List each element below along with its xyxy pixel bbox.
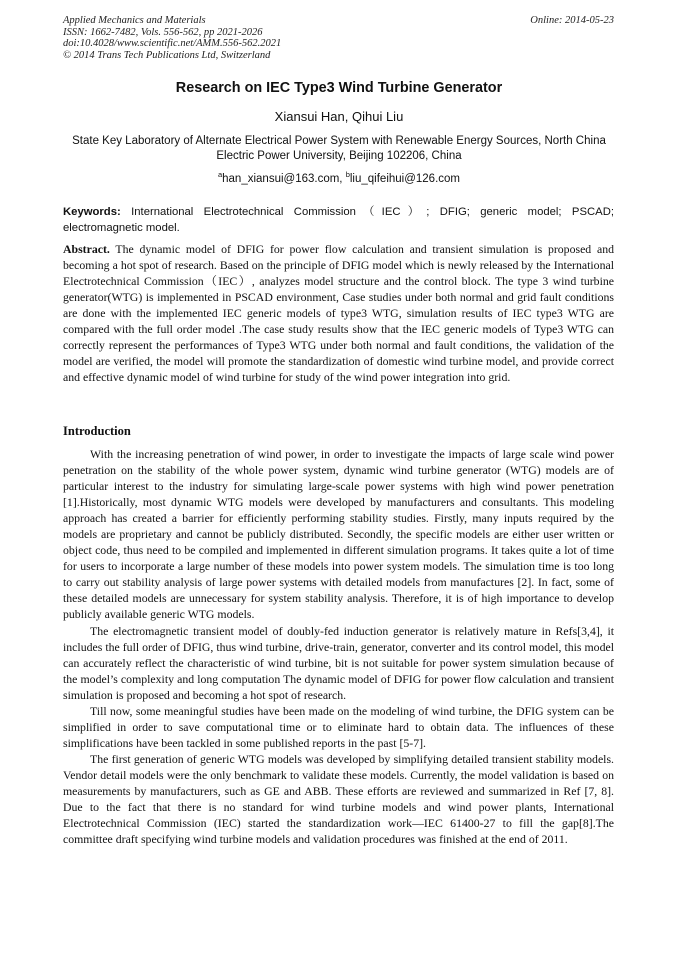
abstract bbox=[63, 241, 614, 385]
keywords bbox=[63, 205, 614, 236]
paper-title: Research on IEC Type3 Wind Turbine Generator bbox=[175, 80, 503, 96]
keywords-text: International Electrotechnical Commission（IEC）; DFIG; generic model; PSCAD; electromagnetic model. bbox=[63, 206, 614, 234]
paper-authors: Xiansui Han, Qihui Liu bbox=[274, 109, 404, 124]
email-a[interactable]: han_xiansui@163.com, bbox=[222, 172, 346, 185]
intro-paragraph: The electromagnetic transient model of doubly-fed induction generator is relatively mature in Refs[3,4], it includes the full order of DFIG, thus wind turbine, drive-train, generator, converter and its control model, this model can accurately reflect the characteristic of wind turbine, bit is not suitable for power system simulation because of the model’s complexity and long computation The dynamic model of DFIG for power flow calculation and transient simulation is proposed and becoming a hot spot of research. bbox=[63, 623, 614, 702]
introduction-heading: Introduction bbox=[63, 424, 131, 438]
online-date: Online: 2014-05-23 bbox=[530, 15, 614, 26]
email-a-mark: a bbox=[217, 170, 223, 179]
journal-header bbox=[63, 15, 281, 61]
abstract-label: Abstract. bbox=[63, 242, 110, 256]
author-emails bbox=[0, 170, 678, 185]
intro-paragraph: With the increasing penetration of wind power, in order to investigate the impacts of large scale wind power penetration on the stability of the whole power system, dynamic wind turbine generator (WTG) models are of particular interest to the industry for simulating large-scale power systems with high wind power penetration [1].Historically, most dynamic WTG models were developed by manufacturers and consultants. This modeling approach has created a barrier for efficiently performing stability studies. Firstly, many inputs required by the models are proprietary and cannot be publicly distributed. Secondly, the specific models are either user written or object code, thus need to be compiled and implemented in different simulation programs. It takes quite a lot of time for users to incorporate a large number of these models into power system models. The simulation time is too long to carry out stability analysis of large power systems with detailed models from manufactures [2]. In fact, some of these detailed models are unnecessary for system stability analysis. Therefore, it is of high importance to develop publicly available generic WTG models. bbox=[63, 447, 614, 622]
affiliation: State Key Laboratory of Alternate Electrical Power System with Renewable Energy Sources, North China Electric Power University, Beijing 102206, China bbox=[72, 135, 606, 162]
intro-paragraph: Till now, some meaningful studies have been made on the modeling of wind turbine, the DFIG system can be simplified in order to save computational time or to eliminate hard to obtain data. The influences of these simplifications have been tackled in some published reports in the past [5-7]. bbox=[63, 703, 614, 750]
copyright-line: © 2014 Trans Tech Publications Ltd, Switzerland bbox=[63, 49, 271, 61]
intro-paragraph: The first generation of generic WTG models was developed by simplifying detailed transient stability models. Vendor detail models were the only benchmark to validate these models. Currently, the model validation is based on measurements by manufacturers, such as GE and ABB. These efforts are reviewed and summarized in Ref [7, 8]. Due to the fact that there is no standard for wind turbine models and wind power plants, International Electrotechnical Commission (IEC) started the standardization work—IEC 61400-27 to fill the gap[8].The committee draft specifying wind turbine models and validation procedures was finished at the end of 2011. bbox=[63, 751, 614, 847]
email-b[interactable]: liu_qifeihui@126.com bbox=[349, 172, 461, 185]
keywords-label: Keywords: bbox=[63, 206, 121, 218]
abstract-text: The dynamic model of DFIG for power flow calculation and transient simulation is proposed and becoming a hot spot of research. Based on the principle of DFIG model which is newly released by the International Electrotechnical Commission（IEC）, analyzes model structure and the control block. The type 3 wind turbine generator(WTG) is implemented in PSCAD environment, Case studies under both normal and grid fault conditions are done with the implemented IEC generic models of type3 WTG, simulation results of IEC type3 WTG are compared with the full order model .The case study results show that the IEC generic models of Type3 WTG can correctly represent the performances of Type3 WTG under both normal and fault conditions, the validation of the model are verified, the model will promote the standardization of domestic wind turbine model, and provide correct and effective dynamic model of wind turbine for study of the wind power integration into grid. bbox=[63, 242, 614, 385]
journal-name: Applied Mechanics and Materials bbox=[63, 15, 206, 26]
issn-line: ISSN: 1662-7482, Vols. 556-562, pp 2021-2026 bbox=[63, 26, 263, 38]
email-b-mark: b bbox=[345, 170, 350, 179]
introduction-body bbox=[63, 446, 614, 847]
doi-line: doi:10.4028/www.scientific.net/AMM.556-562.2021 bbox=[63, 38, 282, 49]
